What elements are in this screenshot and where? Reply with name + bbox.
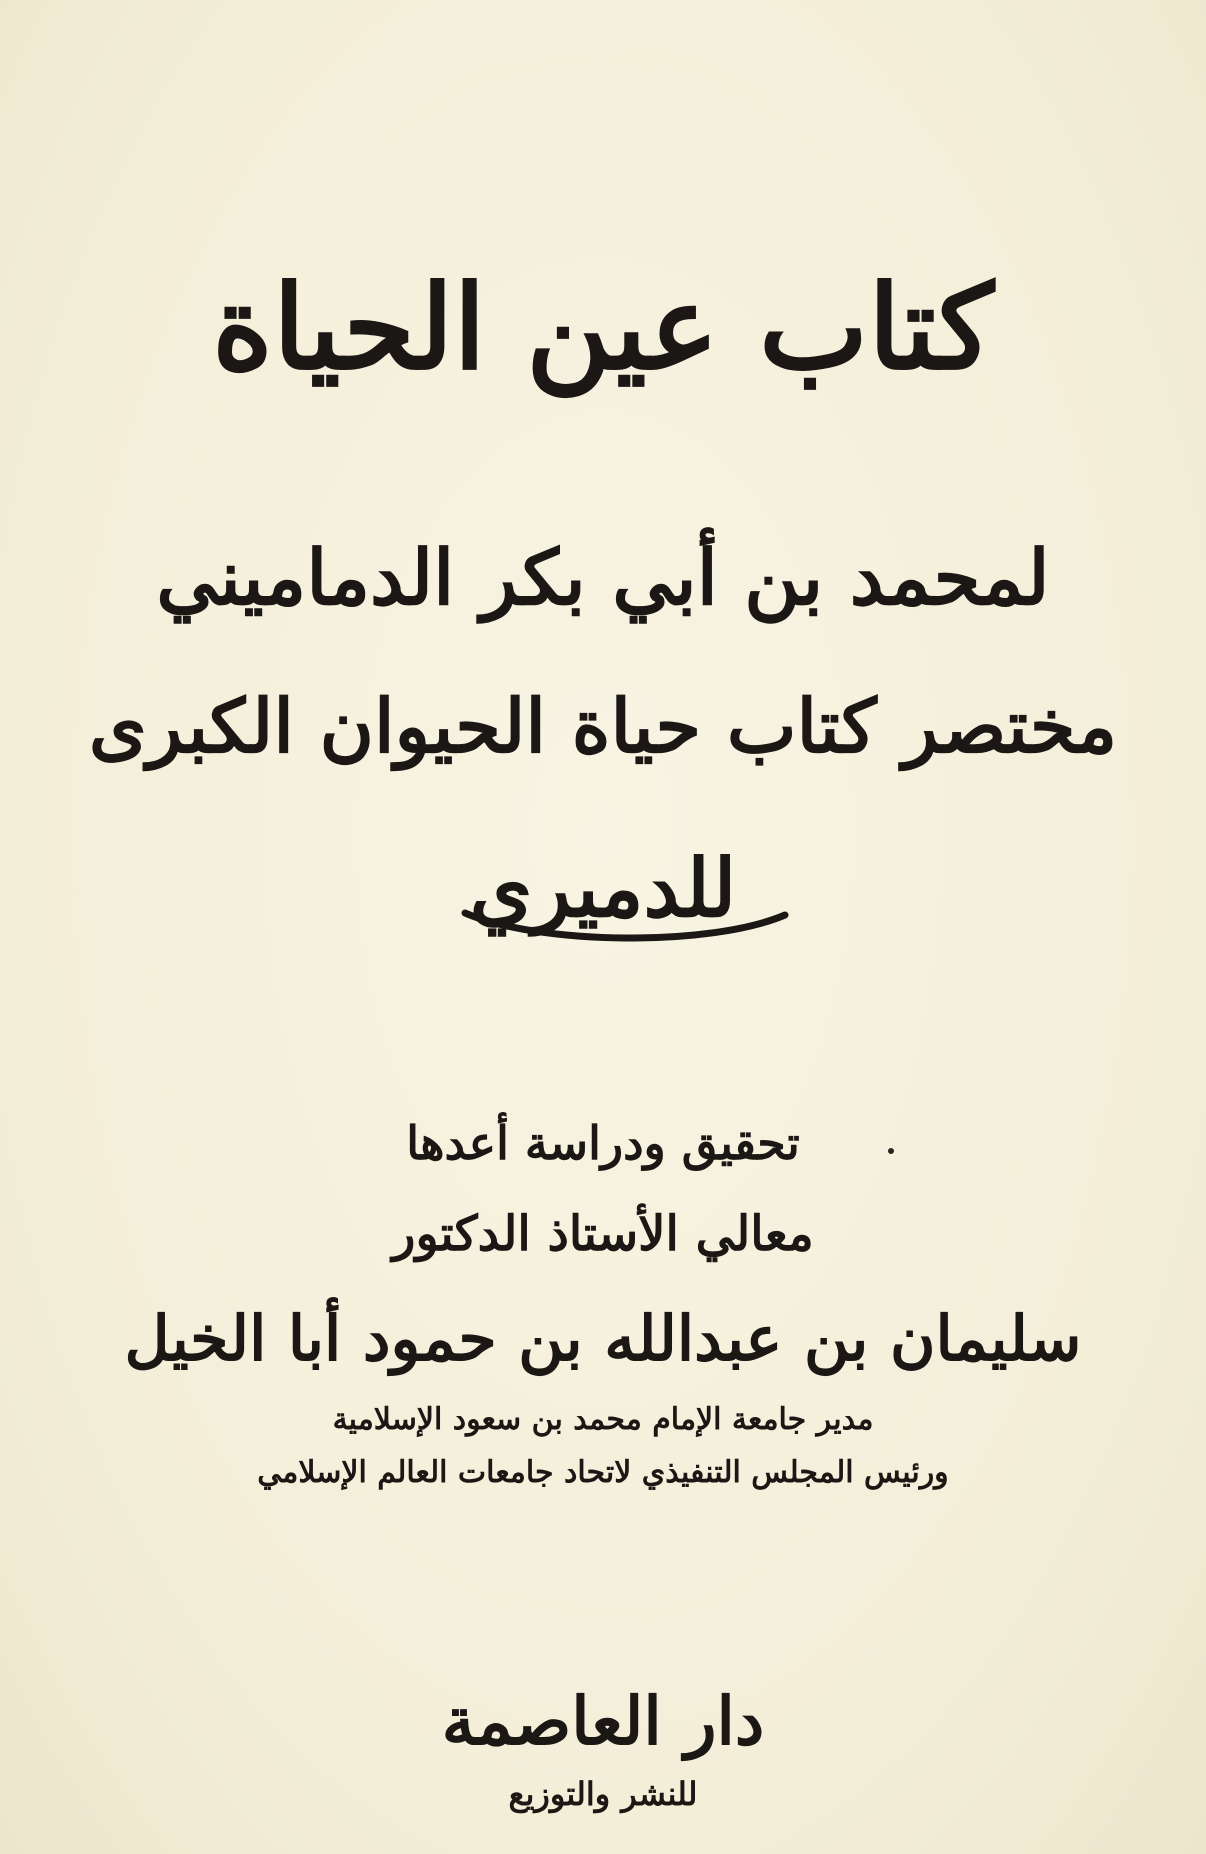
ink-speck bbox=[888, 1148, 894, 1154]
subtitle-author: للدميري bbox=[469, 841, 737, 935]
editor-intro: تحقيق ودراسة أعدها bbox=[406, 1116, 800, 1170]
editor-role-2: ورئيس المجلس التنفيذي لاتحاد جامعات العالم الإسلامي bbox=[257, 1455, 949, 1490]
editor-title: معالي الأستاذ الدكتور bbox=[392, 1206, 814, 1262]
subtitle-line: مختصر كتاب حياة الحيوان الكبرى bbox=[88, 684, 1118, 770]
author-line: لمحمد بن أبي بكر الدماميني bbox=[156, 533, 1050, 622]
editor-role-1: مدير جامعة الإمام محمد بن سعود الإسلامية bbox=[332, 1402, 874, 1437]
editor-name: سليمان بن عبدالله بن حمود أبا الخيل bbox=[124, 1302, 1082, 1375]
publisher-subtitle: للنشر والتوزيع bbox=[508, 1775, 698, 1813]
book-title: كتاب عين الحياة bbox=[212, 260, 994, 396]
publisher-name: دار العاصمة bbox=[441, 1682, 765, 1760]
calligraphic-swash bbox=[460, 905, 790, 945]
